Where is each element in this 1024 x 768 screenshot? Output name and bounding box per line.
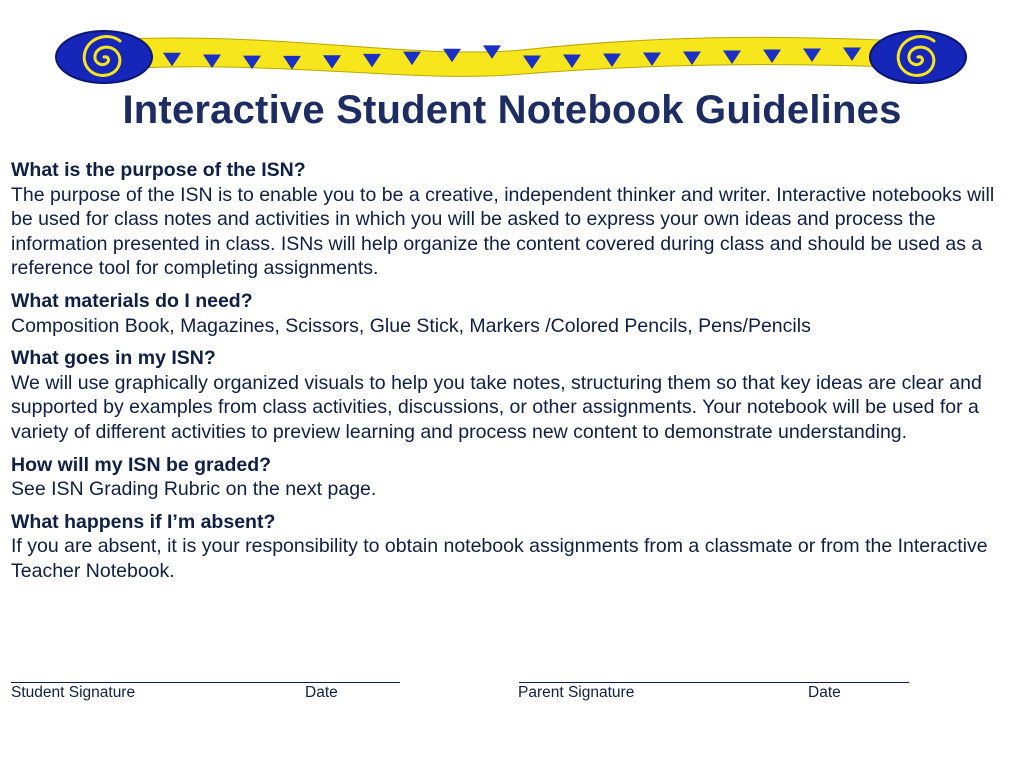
section-materials bbox=[11, 289, 1011, 338]
guidelines-content bbox=[11, 158, 1011, 592]
section-question: What is the purpose of the ISN? bbox=[11, 159, 306, 181]
section-answer: See ISN Grading Rubric on the next page. bbox=[11, 478, 377, 501]
parent-date-label: Date bbox=[808, 684, 841, 701]
section-answer: Composition Book, Magazines, Scissors, Glue Stick, Markers /Colored Pencils, Pens/Pencils bbox=[11, 314, 811, 337]
section-grading bbox=[11, 453, 1011, 502]
section-absent bbox=[11, 510, 1011, 584]
section-question: What happens if I’m absent? bbox=[11, 510, 276, 533]
banner-ribbon bbox=[102, 37, 922, 76]
parent-signature-line bbox=[519, 682, 909, 683]
decorative-banner bbox=[52, 24, 972, 92]
section-answer: If you are absent, it is your responsibility to obtain notebook assignments from a classmate or from the Interactive Teacher Notebook. bbox=[11, 535, 988, 582]
student-signature-label: Student Signature bbox=[11, 684, 136, 701]
student-signature-line bbox=[11, 682, 400, 683]
signature-block bbox=[11, 666, 1011, 706]
section-answer: The purpose of the ISN is to enable you to be a creative, independent thinker and writer. Interactive notebooks will be used for class notes and activities in which you will be asked to express your own ideas and process the information presented in class. ISNs will help organize the content covered during class and should be used as a reference tool for completing assignments. bbox=[11, 183, 995, 280]
section-contents bbox=[11, 346, 1011, 444]
page-title: Interactive Student Notebook Guidelines bbox=[122, 88, 902, 132]
section-answer: We will use graphically organized visuals to help you take notes, structuring them so that key ideas are clear and supported by examples from class activities, discussions, or other assignments. Your notebook will be used for a variety of different activities to preview learning and process new content to demonstrate understanding. bbox=[11, 371, 982, 443]
parent-signature-label: Parent Signature bbox=[518, 684, 635, 701]
section-question: How will my ISN be graded? bbox=[11, 453, 272, 476]
section-question: What materials do I need? bbox=[11, 289, 253, 312]
student-date-label: Date bbox=[305, 684, 338, 701]
section-purpose bbox=[11, 158, 1011, 281]
section-question: What goes in my ISN? bbox=[11, 347, 216, 370]
left-spiral-icon bbox=[56, 31, 152, 83]
right-spiral-icon bbox=[870, 31, 966, 83]
